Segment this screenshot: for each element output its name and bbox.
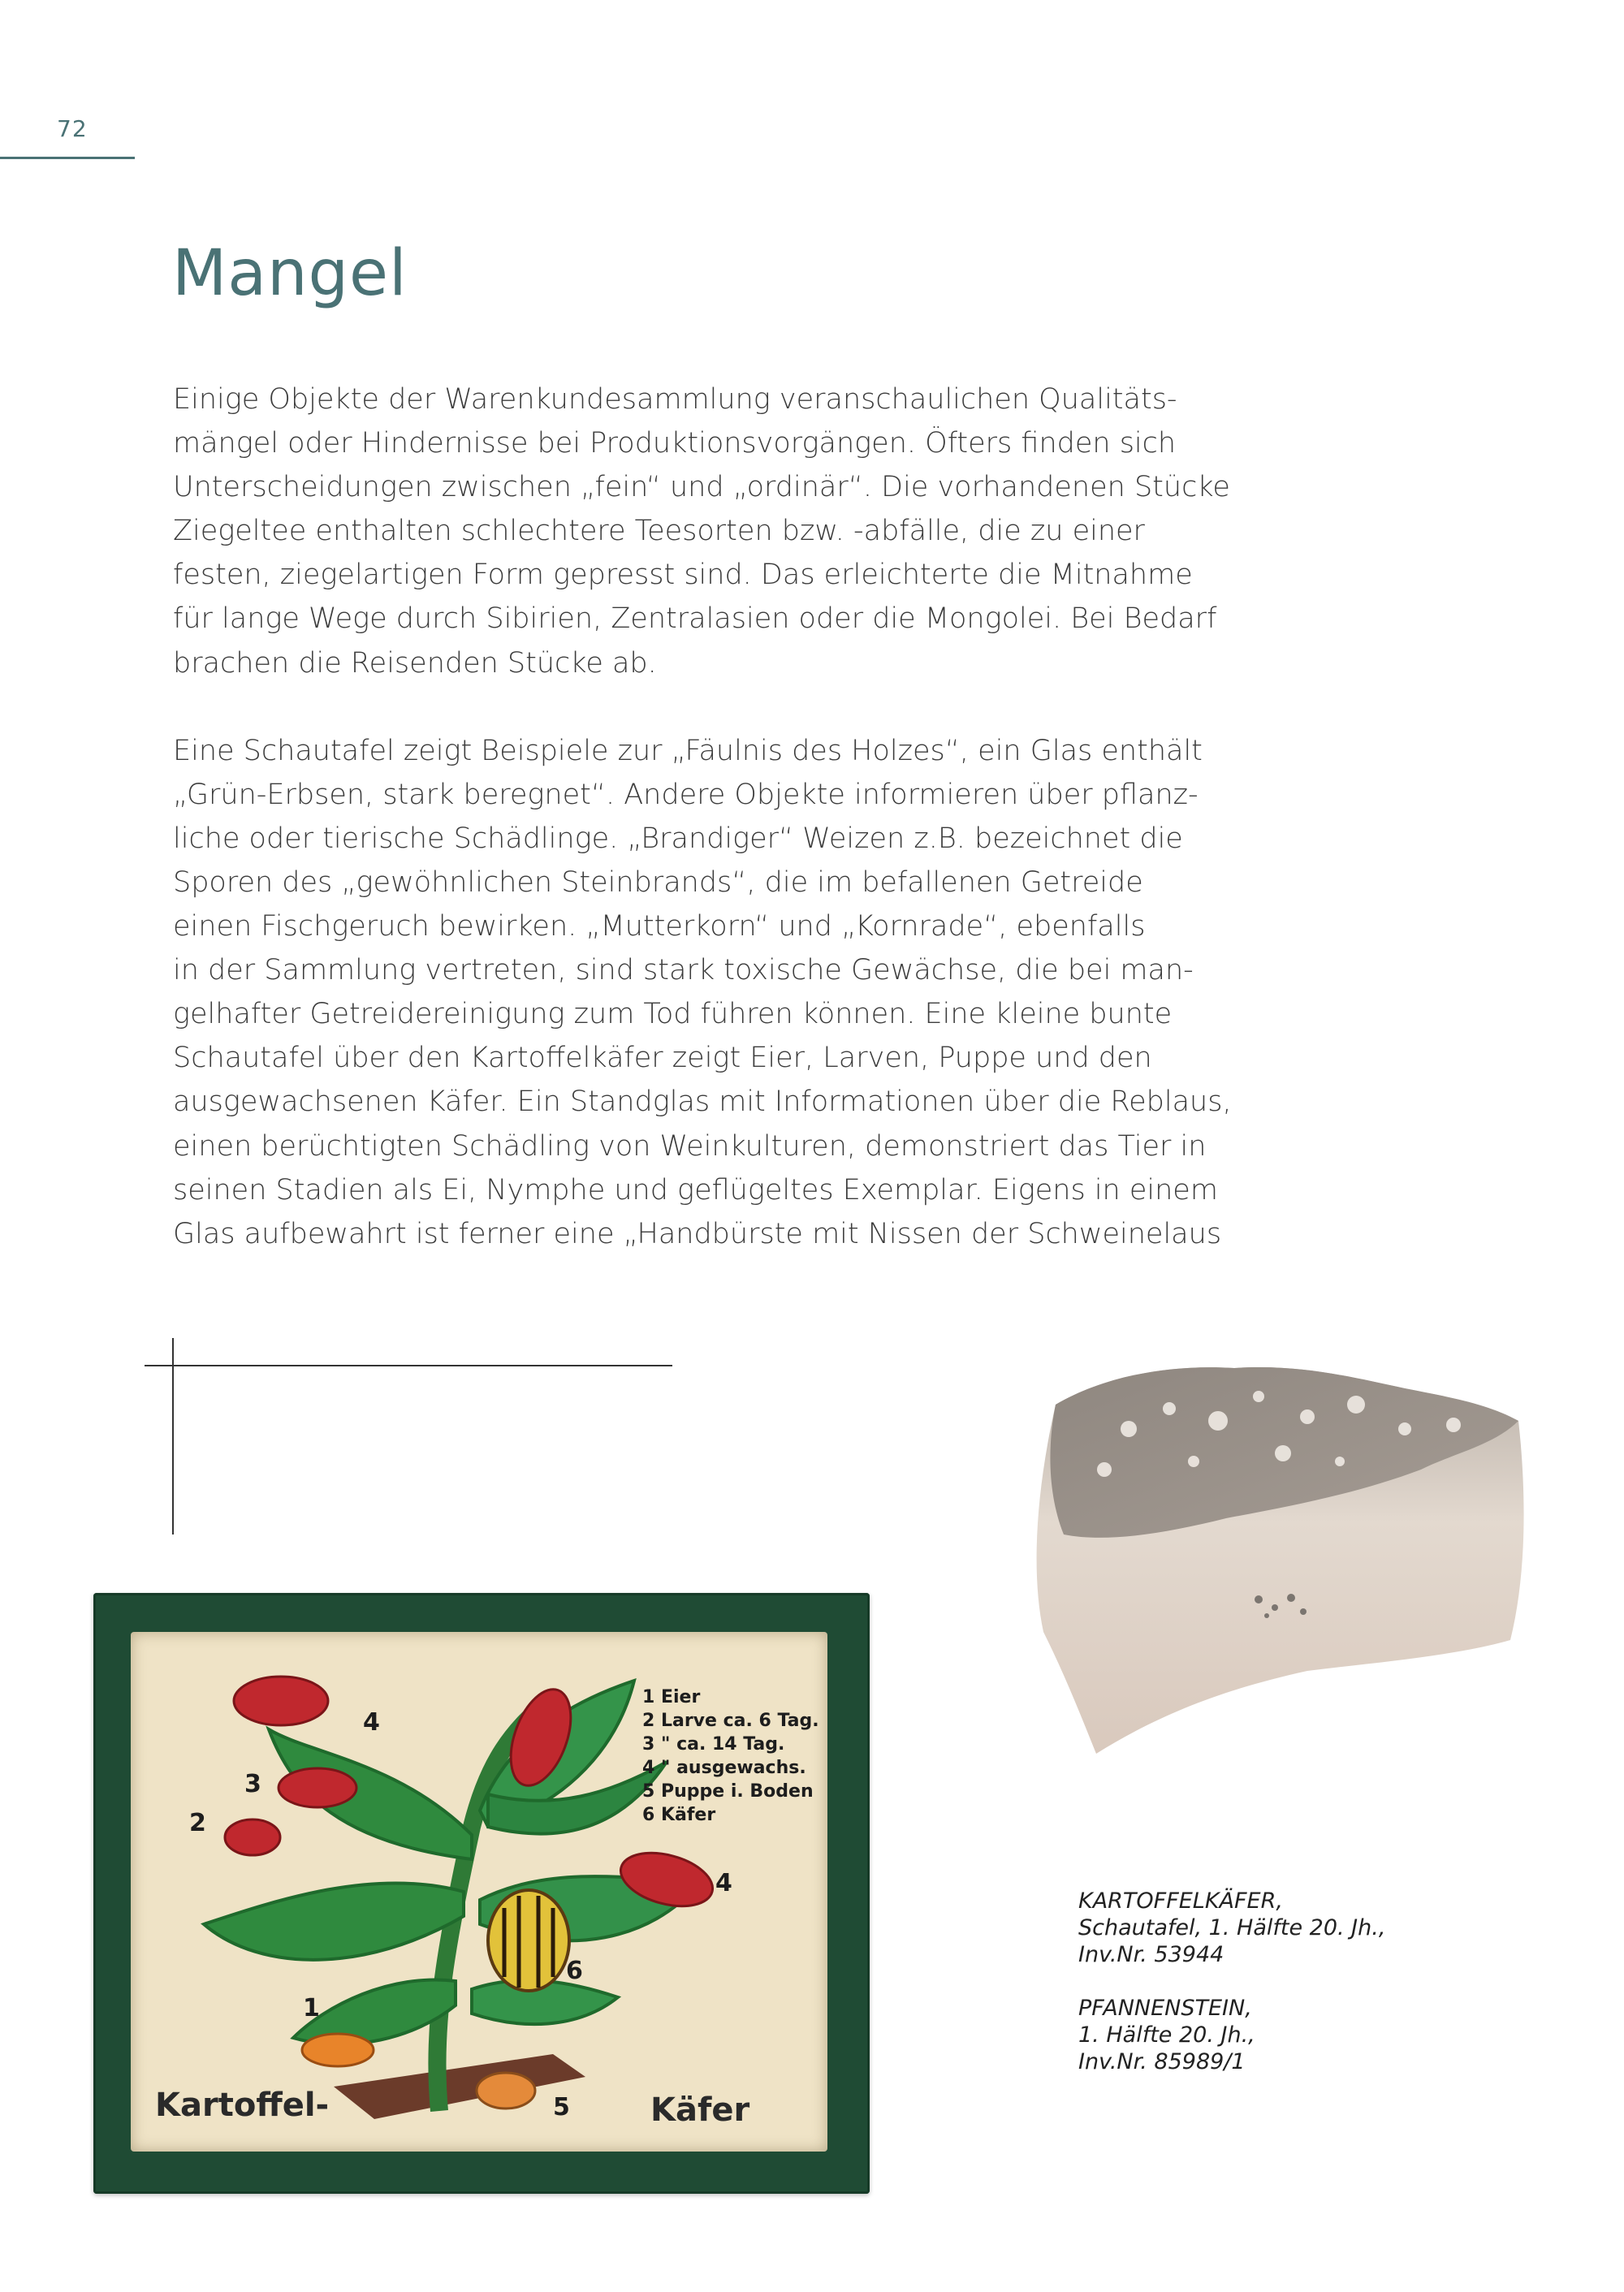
page-title: Mangel — [172, 237, 408, 310]
text-line: Glas aufbewahrt ist ferner eine „Handbürste mit Nissen der Schweinelaus — [173, 1217, 1222, 1250]
larva — [279, 1768, 356, 1807]
text-line: ausgewachsenen Käfer. Ein Standglas mit Informationen über die Reblaus, — [173, 1086, 1232, 1119]
text-line: Eine Schautafel zeigt Beispiele zur „Fäulnis des Holzes“, ein Glas enthält — [173, 734, 1203, 767]
legend-item: 5 Puppe i. Boden — [642, 1781, 814, 1802]
caption-line: Inv.Nr. 85989/1 — [1078, 2049, 1246, 2074]
text-line: in der Sammlung vertreten, sind stark toxische Gewächse, die bei man- — [173, 954, 1194, 987]
beetle — [488, 1890, 569, 1991]
legend-item: 6 Käfer — [642, 1805, 716, 1825]
body-text — [173, 378, 1342, 1256]
text-line: Schautafel über den Kartoffelkäfer zeigt Eier, Larven, Puppe und den — [173, 1042, 1152, 1075]
board-number: 3 — [244, 1770, 261, 1798]
text-line: seinen Stadien als Ei, Nymphe und geflügeltes Exemplar. Eigens in einem — [173, 1173, 1218, 1206]
kartoffelkaefer-board-image — [93, 1593, 870, 2194]
text-line: Sporen des „gewöhnlichen Steinbrands“, die im befallenen Getreide — [173, 865, 1143, 899]
board-number: 6 — [566, 1957, 583, 1985]
larva — [234, 1677, 328, 1725]
caption-line: Schautafel, 1. Hälfte 20. Jh., — [1078, 1915, 1386, 1940]
soil-shape — [334, 2054, 585, 2119]
header-rule — [0, 157, 135, 159]
board-number: 2 — [189, 1809, 206, 1837]
text-line: liche oder tierische Schädlinge. „Brandiger“ Weizen z.B. bezeichnet die — [173, 822, 1183, 855]
caption-line: 1. Hälfte 20. Jh., — [1078, 2022, 1255, 2048]
board-legend — [642, 1686, 819, 1827]
legend-item: 3 " ca. 14 Tag. — [642, 1734, 785, 1755]
leaf — [204, 1883, 464, 1959]
text-line: Einige Objekte der Warenkundesammlung veranschaulichen Qualitäts- — [173, 383, 1177, 416]
decorative-rule-horizontal — [145, 1365, 672, 1366]
text-line: brachen die Reisenden Stücke ab. — [173, 646, 657, 680]
paragraph-gap — [173, 685, 1342, 729]
text-line: Unterscheidungen zwischen „fein“ und „ordinär“. Die vorhandenen Stücke — [173, 471, 1230, 504]
legend-item: 1 Eier — [642, 1687, 701, 1707]
legend-item: 4 " ausgewachs. — [642, 1758, 806, 1778]
text-line: „Grün-Erbsen, stark beregnet“. Andere Objekte informieren über pflanz- — [173, 778, 1199, 811]
text-line: einen berüchtigten Schädling von Weinkulturen, demonstriert das Tier in — [173, 1129, 1207, 1163]
pupa — [477, 2073, 535, 2109]
board-label-left: Kartoffel- — [155, 2087, 330, 2124]
text-line: festen, ziegelartigen Form gepresst sind. Das erleichterte die Mitnahme — [173, 559, 1193, 592]
text-line: einen Fischgeruch bewirken. „Mutterkorn“ und „Kornrade“, ebenfalls — [173, 910, 1146, 943]
board-label-right: Käfer — [650, 2091, 750, 2129]
caption-title: PFANNENSTEIN, — [1078, 1996, 1252, 2021]
text-line: gelhafter Getreidereinigung zum Tod führen können. Eine kleine bunte — [173, 998, 1173, 1031]
caption-line: Inv.Nr. 53944 — [1078, 1942, 1224, 1967]
board-number: 4 — [363, 1708, 380, 1737]
text-line: Ziegeltee enthalten schlechtere Teesorten bzw. -abfälle, die zu einer — [173, 515, 1145, 548]
caption-title: KARTOFFELKÄFER, — [1078, 1888, 1283, 1914]
page-number: 72 — [57, 115, 88, 142]
text-line: für lange Wege durch Sibirien, Zentralasien oder die Mongolei. Bei Bedarf — [173, 602, 1217, 636]
caption-gap — [1078, 1968, 1533, 1995]
caption-block — [1078, 1888, 1533, 2075]
decorative-rule-vertical — [172, 1338, 174, 1534]
legend-item: 2 Larve ca. 6 Tag. — [642, 1711, 819, 1731]
board-number: 1 — [303, 1994, 320, 2022]
larva — [225, 1819, 280, 1855]
text-line: mängel oder Hindernisse bei Produktionsvorgängen. Öfters finden sich — [173, 427, 1177, 460]
board-number: 4 — [715, 1869, 732, 1897]
pfannenstein-image — [966, 1332, 1535, 1786]
board-number: 5 — [553, 2093, 570, 2122]
board-inner-panel — [131, 1632, 827, 2152]
eggs — [302, 2034, 374, 2066]
